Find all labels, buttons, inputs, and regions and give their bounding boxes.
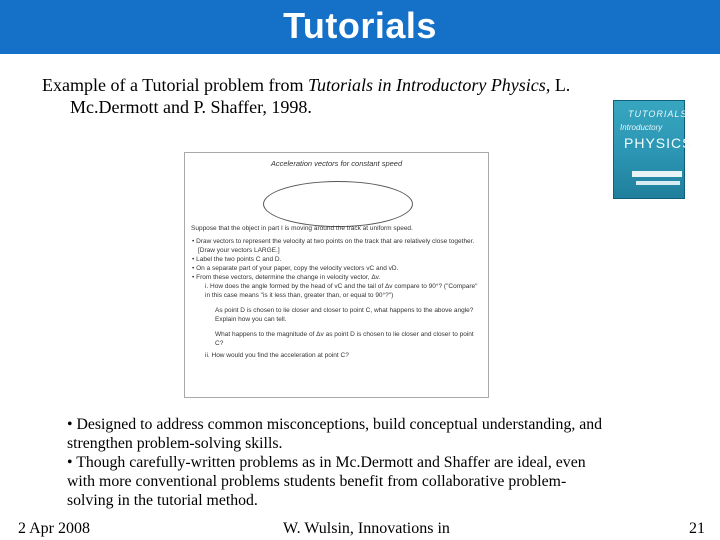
worksheet-bullet: • Label the two points C and D. <box>192 255 282 263</box>
book-cover-strip <box>632 171 682 177</box>
worksheet-heading: Acceleration vectors for constant speed <box>270 159 403 168</box>
bullet-line: • Though carefully-written problems as in Mc.Dermott and Shaffer are ideal, even <box>67 454 586 471</box>
worksheet-intro: Suppose that the object in part I is moving around the track at uniform speed. <box>191 225 413 232</box>
worksheet-question-1b: What happens to the magnitude of Δv as point D is chosen to lie closer and closer to point C? <box>215 331 474 347</box>
worksheet-bullet: • Draw vectors to represent the velocity at two points on the track that are relatively close together. [Draw your vectors LARGE.] <box>192 237 475 254</box>
oval-track <box>263 181 413 227</box>
book-cover-line3: PHYSICS <box>624 135 693 151</box>
intro-suffix: , L. <box>545 75 571 95</box>
footer-center-text: W. Wulsin, Innovations in <box>283 520 450 537</box>
book-cover-image <box>613 100 693 199</box>
intro-text <box>42 74 642 118</box>
bullet-line: solving in the tutorial method. <box>67 492 258 509</box>
bullet-line: • Designed to address common misconceptions, build conceptual understanding, and <box>67 416 603 433</box>
worksheet-body <box>191 225 483 361</box>
worksheet-question-2: ii. How would you find the acceleration at point C? <box>205 351 349 359</box>
book-cover-strip-2 <box>636 181 680 185</box>
tutorial-worksheet-image <box>184 152 489 398</box>
intro-book-title: Tutorials in Introductory Physics <box>307 75 546 95</box>
book-cover-line1: TUTORIALS <box>628 109 688 119</box>
intro-line2: Mc.Dermott and P. Shaffer, 1998. <box>70 97 312 117</box>
worksheet-bullet: • On a separate part of your paper, copy the velocity vectors vC and vD. <box>192 264 399 272</box>
intro-prefix: Example of a Tutorial problem from <box>42 75 308 95</box>
worksheet-question-1: i. How does the angle formed by the head of vC and the tail of Δv compare to 90°? ("Compare" in this case means "is it less than, greater than, or equal to 90°?") <box>205 283 478 300</box>
bullet-line: with more conventional problems students benefit from collaborative problem- <box>67 473 567 490</box>
footer-date: 2 Apr 2008 <box>18 520 90 537</box>
footer-page-number: 21 <box>689 520 705 537</box>
bullet-line: strengthen problem-solving skills. <box>67 435 283 452</box>
worksheet-bullet: • From these vectors, determine the change in velocity vector, Δv. <box>192 273 381 281</box>
book-cover-line2: Introductory <box>620 123 663 132</box>
title-bar <box>0 0 720 54</box>
worksheet-question-1a: As point D is chosen to lie closer and closer to point C, what happens to the above angle? Explain how you can tell. <box>215 307 474 324</box>
slide-title: Tutorials <box>283 5 437 46</box>
summary-bullets <box>67 415 707 510</box>
